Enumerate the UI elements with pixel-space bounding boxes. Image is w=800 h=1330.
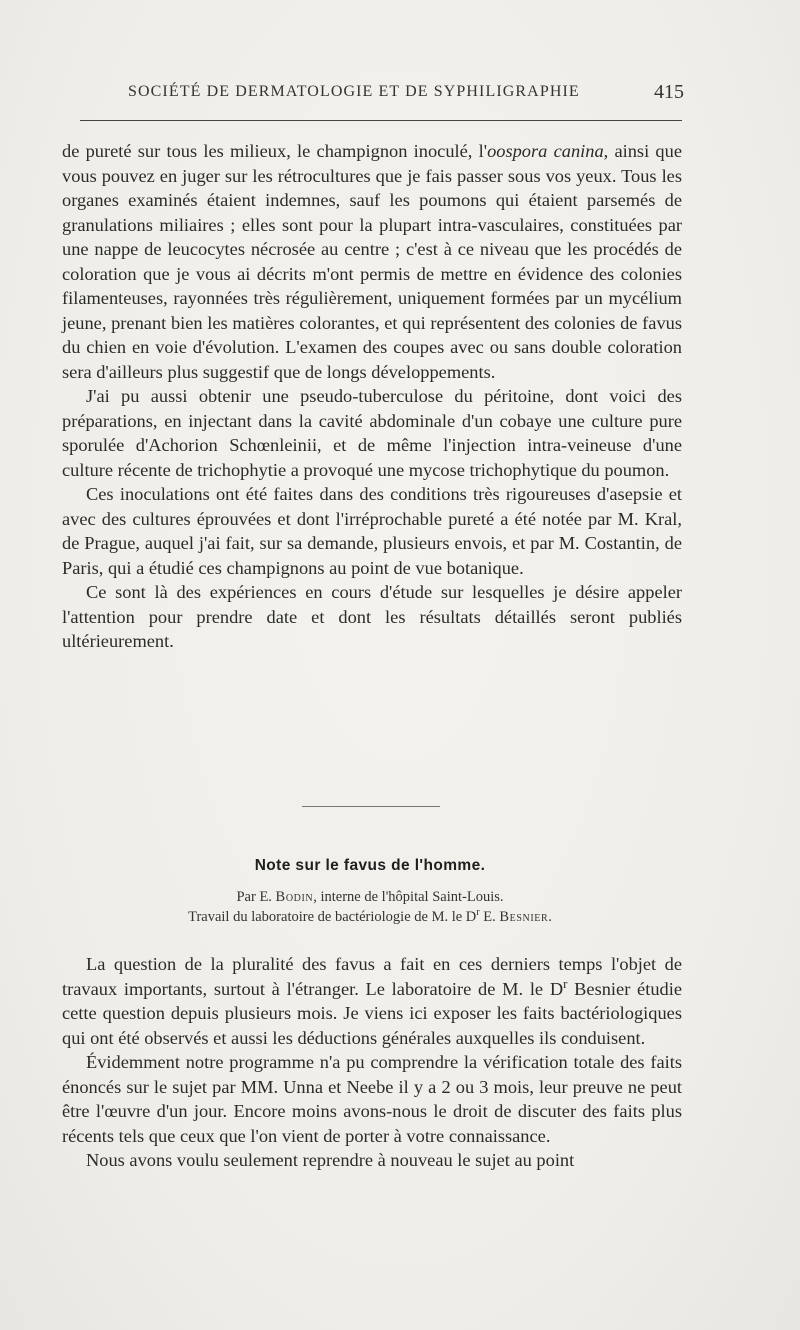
species-name: oospora canina (487, 141, 604, 161)
page-number: 415 (654, 81, 684, 103)
paragraph: J'ai pu aussi obtenir une pseudo-tuberculose du péritoine, dont voici des préparations, en injectant dans la cavité abdominale d'un cobaye une culture pure sporulée d'Achorion Schœnleinii, et de même l'injection intra-veineuse d'une culture récente de trichophytie a provoqué une mycose trichophytique du poumon. (62, 386, 682, 480)
note-body (62, 952, 682, 1173)
paragraph: Ces inoculations ont été faites dans des conditions très rigoureuses d'asepsie et avec des cultures éprouvées et dont l'irréprochable pureté a été notée par M. Kral, de Prague, auquel j'ai fait, sur sa demande, plusieurs envois, et par M. Costantin, de Paris, qui a étudié ces champignons au point de vue botanique. (62, 484, 682, 578)
paragraph: Évidemment notre programme n'a pu comprendre la vérification totale des faits énoncés sur le sujet par MM. Unna et Neebe il y a 2 ou 3 mois, leur preuve ne peut être l'œuvre d'un jour. Encore moins avons-nous le droit de discuter des faits plus récents tels que ceux que l'on vient de porter à votre connaissance. (62, 1052, 682, 1146)
author-line: Par E. Bodin, interne de l'hôpital Saint-Louis. (236, 889, 504, 905)
continued-text (62, 139, 682, 654)
paragraph (62, 139, 682, 384)
laboratory-line: Travail du laboratoire de bactériologie de M. le $D^r$ E. Besnier. (188, 907, 552, 925)
text-run: de pureté sur tous les milieux, le champignon inoculé, l' (62, 141, 488, 161)
author-name: Bodin (275, 889, 314, 905)
note-title: Note sur le favus de l'homme. (254, 857, 486, 874)
section-separator (302, 806, 440, 807)
text-run: , ainsi que vous pouvez en juger sur les rétrocultures que je fais passer sous vos yeux. Tous les organes examinés étaient indemnes, sauf les poumons qui étaient parsemés de granulations miliaires ; elles sont pour la plupart intra-vasculaires, constituées par une nappe de leucocytes nécrosée au centre ; c'est à ce niveau que les procédés de coloration que je vous ai décrits m'ont permis de mettre en évidence des colonies filamenteuses, rayonnées très régulièrement, uniquement formées par un mycélium jeune, prenant bien les matières colorantes, et qui représentent des colonies de favus du chien en voie d'évolution. L'examen des coupes avec ou sans double coloration sera d'ailleurs plus suggestif que de longs développements. (62, 141, 682, 382)
lab-head-name: Besnier (499, 909, 549, 925)
paragraph: La question de la pluralité des favus a fait en ces derniers temps l'objet de travaux importants, surtout à l'étranger. Le laboratoire de M. le $D^r$ Besnier étudie cette question depuis plusieurs mois. Je viens ici exposer les faits bactériologiques qui ont été observés et aussi les déductions générales auxquelles ils conduisent. (62, 954, 682, 1048)
byline (0, 887, 740, 927)
running-title: SOCIÉTÉ DE DERMATOLOGIE ET DE SYPHILIGRAPHIE (128, 83, 580, 100)
paragraph: Ce sont là des expériences en cours d'étude sur lesquelles je désire appeler l'attention pour prendre date et dont les résultats détaillés seront publiés ultérieurement. (62, 582, 682, 651)
paragraph: Nous avons voulu seulement reprendre à nouveau le sujet au point (86, 1150, 575, 1170)
running-head (128, 83, 684, 107)
header-rule (80, 120, 682, 121)
